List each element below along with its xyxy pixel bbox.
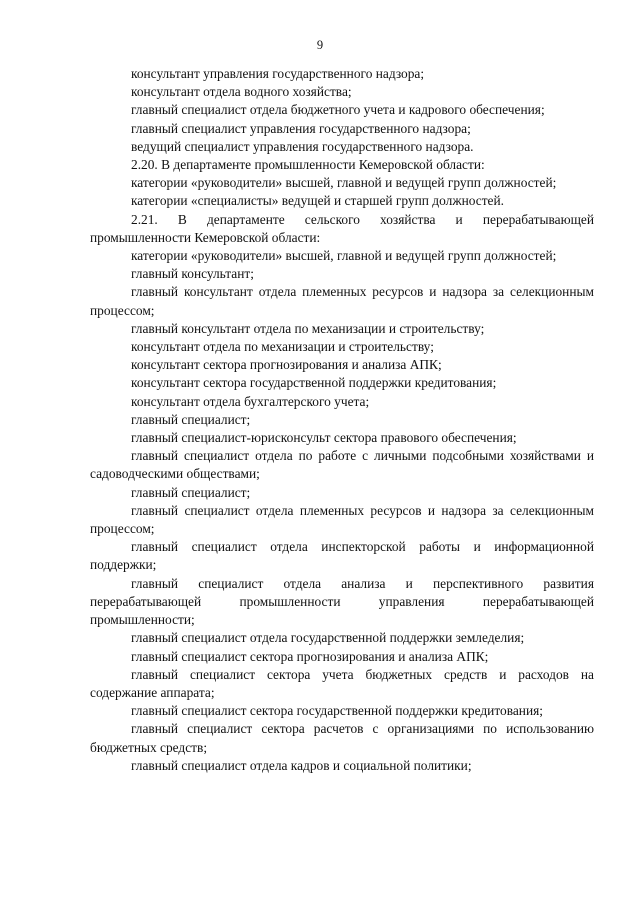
paragraph: главный специалист отдела инспекторской работы и информационной поддержки; (90, 539, 594, 573)
paragraph: главный специалист отдела племенных ресурсов и надзора за селекционным процессом; (90, 502, 594, 537)
paragraph: главный специалист отдела анализа и перспективного развития перерабатывающей промышленности управления перерабатывающей промышленности; (90, 575, 594, 628)
paragraph: категории «специалисты» ведущей и старшей групп должностей. (131, 193, 505, 209)
paragraph: главный специалист сектора расчетов с организациями по использованию бюджетных средств; (90, 721, 594, 755)
paragraph: главный консультант; (131, 266, 254, 282)
paragraph: категории «руководители» высшей, главной и ведущей групп должностей; (131, 175, 557, 191)
paragraph: главный специалист сектора государственной поддержки кредитования; (131, 703, 544, 719)
paragraph: главный специалист управления государственного надзора; (131, 120, 471, 136)
paragraph: главный специалист отдела кадров и социальной политики; (131, 757, 472, 773)
paragraph: главный специалист отдела государственной поддержки земледелия; (131, 630, 525, 646)
paragraph: главный специалист; (131, 484, 251, 500)
paragraph: главный специалист отдела бюджетного учета и кадрового обеспечения; (131, 102, 545, 118)
paragraph: консультант сектора государственной поддержки кредитования; (131, 375, 497, 391)
paragraph: главный специалист; (131, 411, 251, 427)
section-heading: 2.20. В департаменте промышленности Кемеровской области: (131, 157, 485, 173)
section-heading: 2.21. В департаменте сельского хозяйства и перерабатывающей промышленности Кемеровской области: (90, 211, 594, 245)
paragraph: консультант отдела бухгалтерского учета; (131, 393, 370, 409)
paragraph: консультант отдела водного хозяйства; (131, 84, 352, 100)
paragraph: главный специалист сектора прогнозирования и анализа АПК; (131, 648, 489, 664)
paragraph: категории «руководители» высшей, главной и ведущей групп должностей; (131, 248, 557, 264)
paragraph: консультант отдела по механизации и строительству; (131, 339, 434, 355)
paragraph: ведущий специалист управления государственного надзора. (131, 138, 474, 154)
paragraph: консультант сектора прогнозирования и анализа АПК; (131, 357, 442, 373)
paragraph: главный консультант отдела племенных ресурсов и надзора за селекционным процессом; (90, 284, 594, 318)
paragraph: главный специалист отдела по работе с личными подсобными хозяйствами и садоводческими обществами; (90, 448, 594, 482)
paragraph: консультант управления государственного надзора; (131, 66, 425, 81)
page-number: 9 (316, 38, 324, 52)
paragraph: главный специалист-юрисконсульт сектора правового обеспечения; (131, 430, 517, 446)
paragraph: главный специалист сектора учета бюджетных средств и расходов на содержание аппарата; (90, 666, 594, 700)
paragraph: главный консультант отдела по механизации и строительству; (131, 320, 485, 336)
document-body (90, 65, 594, 775)
